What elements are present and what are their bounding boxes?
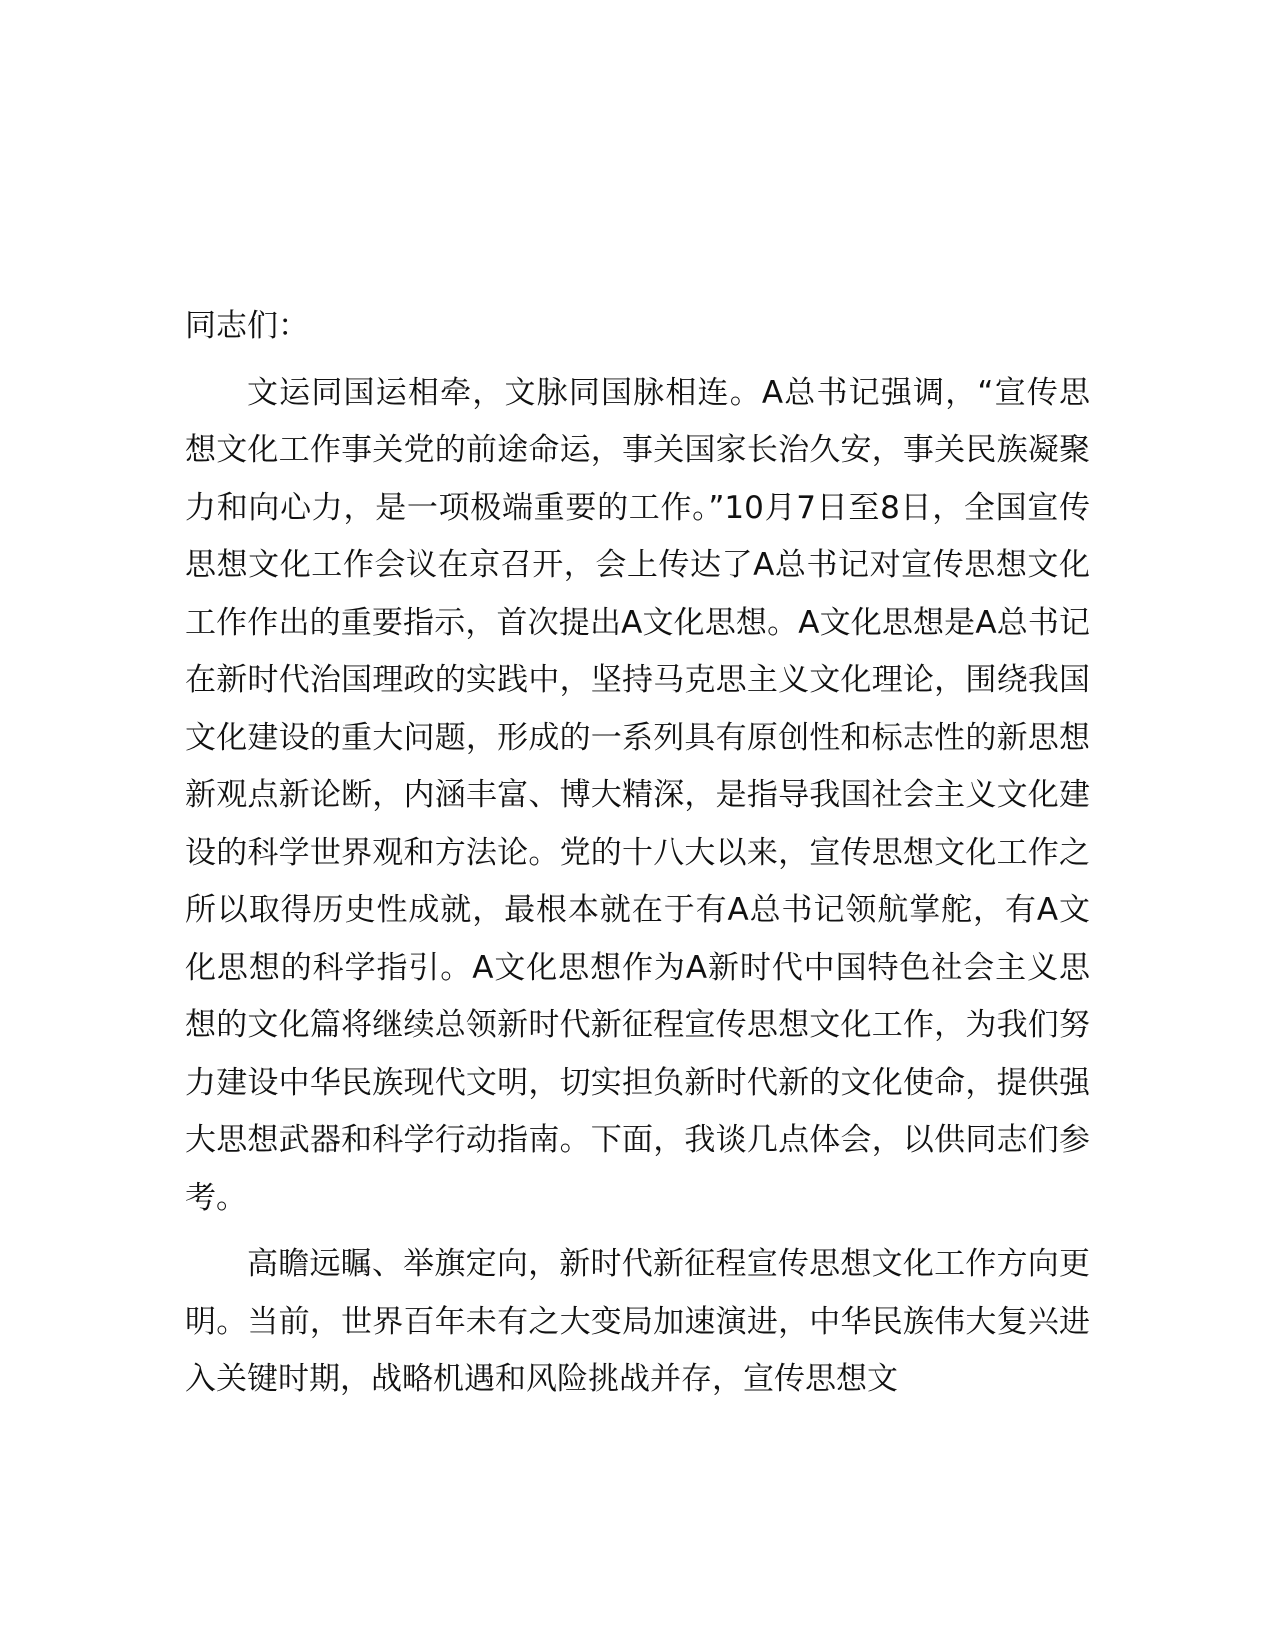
paragraph: 文运同国运相牵，文脉同国脉相连。A总书记强调，“宣传思想文化工作事关党的前途命运，事关国家长治久安，事关民族凝聚力和向心力，是一项极端重要的工作。”10月7日至8日，全国宣传思想文化工作会议在京召开，会上传达了A总书记对宣传思想文化工作作出的重要指示，首次提出A文化思想。A文化思想是A总书记在新时代治国理政的实践中，坚持马克思主义文化理论，围绕我国文化建设的重大问题，形成的一系列具有原创性和标志性的新思想新观点新论断，内涵丰富、博大精深，是指导我国社会主义文化建设的科学世界观和方法论。党的十八大以来，宣传思想文化工作之所以取得历史性成就，最根本就在于有A总书记领航掌舵，有A文化思想的科学指引。A文化思想作为A新时代中国特色社会主义思想的文化篇将继续总领新时代新征程宣传思想文化工作，为我们努力建设中华民族现代文明，切实担负新时代新的文化使命，提供强大思想武器和科学行动指南。下面，我谈几点体会，以供同志们参考。 [185,374,1090,1216]
document-body [185,298,1090,1418]
paragraph: 高瞻远瞩、举旗定向，新时代新征程宣传思想文化工作方向更明。当前，世界百年未有之大变局加速演进，中华民族伟大复兴进入关键时期，战略机遇和风险挑战并存，宣传思想文 [185,1246,1090,1397]
salutation: 同志们： [185,308,309,344]
